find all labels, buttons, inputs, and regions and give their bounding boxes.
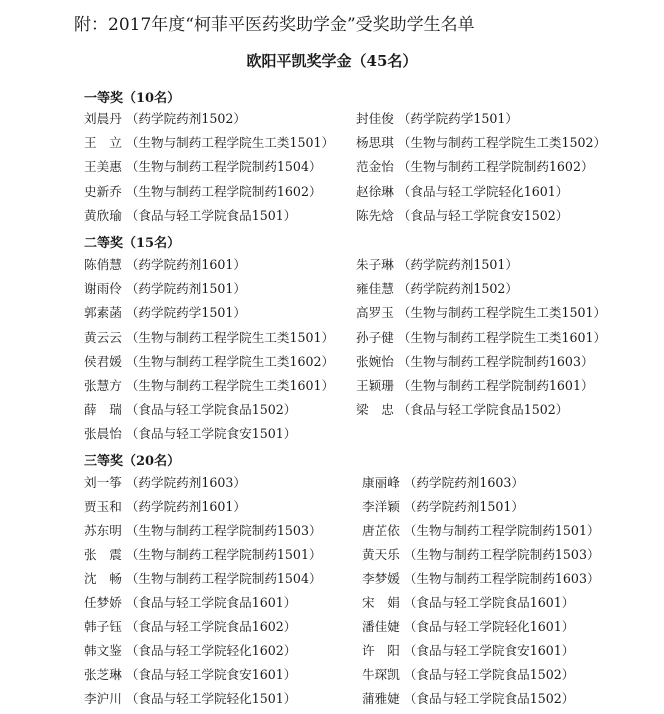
tier-heading: 三等奖（20名）	[84, 454, 181, 469]
recipient-class: （生物与制药工程学院制药1601）	[397, 378, 594, 393]
recipient-name: 潘佳婕	[362, 619, 400, 634]
recipient-name: 张慧方	[84, 378, 122, 393]
recipient-class: （药学院药剂1501）	[403, 499, 524, 514]
recipient-entry	[356, 183, 568, 201]
recipient-name: 沈 畅	[84, 571, 122, 586]
recipient-row	[84, 618, 654, 642]
recipient-row	[84, 110, 654, 134]
recipient-class: （生物与制药工程学院制药1602）	[125, 183, 322, 199]
document-title: 附：2017年度“柯菲平医药奖助学金”受奖助学生名单	[74, 15, 475, 35]
recipient-entry	[362, 666, 574, 684]
recipient-class: （食品与轻工学院食品1502）	[403, 691, 575, 706]
recipient-class: （生物与制药工程学院制药1503）	[125, 523, 322, 538]
recipient-entry	[84, 570, 322, 588]
recipient-name: 黄云云	[84, 329, 122, 345]
recipient-entry	[84, 474, 246, 492]
recipient-class: （食品与轻工学院食品1501）	[125, 207, 297, 223]
recipient-class: （生物与制药工程学院生工类1602）	[125, 353, 335, 369]
recipient-name: 任梦娇	[84, 595, 122, 610]
recipient-name: 高罗玉	[356, 305, 394, 321]
tier-heading: 一等奖（10名）	[84, 91, 181, 106]
recipient-class: （生物与制药工程学院制药1504）	[125, 571, 322, 586]
recipient-name: 韩子钰	[84, 619, 122, 634]
recipient-row	[84, 183, 654, 207]
recipient-name: 宋 娟	[362, 595, 400, 610]
recipient-name: 雍佳慧	[356, 281, 394, 297]
recipient-class: （生物与制药工程学院生工类1502）	[397, 135, 607, 151]
recipient-class: （生物与制药工程学院生工类1501）	[125, 135, 335, 151]
recipient-row	[84, 158, 654, 182]
recipient-entry	[362, 690, 574, 708]
recipient-name: 侯君媛	[84, 353, 122, 369]
recipient-class: （食品与轻工学院轻化1602）	[125, 643, 297, 658]
recipient-name: 许 阳	[362, 643, 400, 658]
recipient-name: 陈俏慧	[84, 257, 122, 272]
recipient-class: （药学院药剂1502）	[397, 281, 518, 297]
recipient-entry	[84, 618, 296, 636]
recipient-entry	[362, 642, 574, 660]
recipient-entry	[362, 498, 524, 516]
recipient-row	[84, 498, 654, 522]
recipient-entry	[356, 377, 594, 395]
recipient-class: （食品与轻工学院食安1601）	[403, 643, 575, 658]
recipient-name: 牛琛凯	[362, 667, 400, 682]
recipient-class: （药学院药剂1502）	[125, 111, 246, 126]
recipient-row	[84, 207, 654, 231]
recipient-name: 黄欣瑜	[84, 207, 122, 223]
tier-heading: 二等奖（15名）	[84, 236, 181, 251]
recipient-entry	[84, 304, 246, 322]
recipient-entry	[356, 110, 518, 128]
recipient-name: 王 立	[84, 135, 122, 151]
recipient-name: 郭素菡	[84, 305, 122, 321]
recipient-entry	[356, 134, 606, 152]
recipient-row	[84, 690, 654, 714]
recipient-entry	[362, 618, 574, 636]
recipient-class: （生物与制药工程学院制药1501）	[125, 547, 322, 562]
recipient-name: 张芝琳	[84, 667, 122, 682]
recipient-class: （生物与制药工程学院生工类1601）	[125, 378, 335, 393]
recipient-class: （生物与制药工程学院制药1501）	[403, 523, 600, 538]
recipient-class: （药学院药学1501）	[397, 111, 518, 126]
recipient-class: （生物与制药工程学院生工类1501）	[125, 329, 335, 345]
recipient-entry	[84, 183, 322, 201]
recipient-entry	[356, 280, 518, 298]
scholarship-heading: 欧阳平凯奖学金（45名）	[246, 52, 418, 70]
recipient-class: （食品与轻工学院食品1601）	[403, 595, 575, 610]
recipient-class: （药学院药剂1601）	[125, 499, 246, 514]
recipient-entry	[84, 690, 296, 708]
recipient-name: 赵徐琳	[356, 183, 394, 199]
recipient-class: （生物与制药工程学院制药1602）	[397, 159, 594, 175]
recipient-row	[84, 474, 654, 498]
recipient-entry	[84, 280, 246, 298]
recipient-entry	[84, 666, 296, 684]
recipient-row	[84, 329, 654, 353]
recipient-row	[84, 425, 654, 449]
recipient-entry	[356, 353, 594, 371]
recipient-entry	[84, 498, 246, 516]
recipient-entry	[84, 546, 322, 564]
recipient-row	[84, 642, 654, 666]
recipient-entry	[356, 304, 606, 322]
recipient-entry	[356, 401, 568, 419]
recipient-class: （药学院药剂1603）	[125, 475, 246, 490]
recipient-class: （食品与轻工学院轻化1601）	[397, 183, 569, 199]
recipient-name: 梁 忠	[356, 402, 394, 418]
recipient-name: 王颖珊	[356, 378, 394, 393]
recipient-class: （生物与制药工程学院生工类1501）	[397, 305, 607, 321]
recipient-row	[84, 401, 654, 425]
recipient-class: （药学院药剂1603）	[403, 475, 524, 490]
recipient-class: （生物与制药工程学院制药1503）	[403, 547, 600, 562]
recipient-name: 封佳俊	[356, 111, 394, 126]
recipient-entry	[362, 594, 574, 612]
recipient-entry	[362, 522, 600, 540]
recipient-class: （生物与制药工程学院制药1603）	[403, 571, 600, 586]
recipient-name: 李沪川	[84, 691, 122, 706]
recipient-entry	[84, 401, 296, 419]
recipient-class: （食品与轻工学院食品1502）	[397, 402, 569, 418]
recipient-row	[84, 570, 654, 594]
recipient-class: （生物与制药工程学院制药1603）	[397, 353, 594, 369]
recipient-name: 韩文鉴	[84, 643, 122, 658]
recipient-name: 范金怡	[356, 159, 394, 175]
recipient-name: 康丽峰	[362, 475, 400, 490]
recipient-entry	[84, 207, 296, 225]
recipient-name: 唐芷依	[362, 523, 400, 538]
recipient-class: （药学院药剂1501）	[125, 281, 246, 297]
recipient-class: （食品与轻工学院轻化1601）	[403, 619, 575, 634]
recipient-name: 张晨怡	[84, 426, 122, 442]
recipient-row	[84, 280, 654, 304]
recipient-name: 陈先焓	[356, 207, 394, 223]
recipient-name: 薛 瑞	[84, 402, 122, 418]
recipient-entry	[84, 329, 334, 347]
recipient-name: 苏东明	[84, 523, 122, 538]
recipient-class: （食品与轻工学院食安1502）	[397, 207, 569, 223]
recipient-class: （食品与轻工学院轻化1501）	[125, 691, 297, 706]
recipient-entry	[362, 474, 524, 492]
recipient-row	[84, 546, 654, 570]
recipient-class: （药学院药剂1501）	[397, 257, 518, 272]
recipient-row	[84, 666, 654, 690]
recipient-class: （药学院药学1501）	[125, 305, 246, 321]
recipient-name: 王美惠	[84, 159, 122, 175]
recipient-entry	[84, 425, 296, 443]
recipient-row	[84, 353, 654, 377]
recipient-name: 李洋颖	[362, 499, 400, 514]
recipient-entry	[84, 110, 246, 128]
recipient-name: 刘晨丹	[84, 111, 122, 126]
recipient-entry	[84, 256, 246, 274]
recipient-name: 贾玉和	[84, 499, 122, 514]
recipient-entry	[84, 522, 322, 540]
recipient-row	[84, 304, 654, 328]
recipient-row	[84, 522, 654, 546]
recipient-entry	[84, 134, 334, 152]
recipient-entry	[84, 642, 296, 660]
recipient-class: （食品与轻工学院食品1602）	[125, 619, 297, 634]
recipient-entry	[356, 329, 606, 347]
recipient-entry	[362, 546, 600, 564]
recipient-name: 谢雨伶	[84, 281, 122, 297]
recipient-name: 蒲雅婕	[362, 691, 400, 706]
recipient-class: （食品与轻工学院食品1601）	[125, 595, 297, 610]
recipient-name: 刘一筝	[84, 475, 122, 490]
recipient-row	[84, 594, 654, 618]
recipient-name: 孙子健	[356, 329, 394, 345]
recipient-class: （药学院药剂1601）	[125, 257, 246, 272]
recipient-name: 史新乔	[84, 183, 122, 199]
recipient-entry	[362, 570, 600, 588]
recipient-entry	[84, 158, 322, 176]
recipient-row	[84, 134, 654, 158]
recipient-class: （食品与轻工学院食安1501）	[125, 426, 297, 442]
recipient-name: 李梦媛	[362, 571, 400, 586]
recipient-class: （生物与制药工程学院生工类1601）	[397, 329, 607, 345]
recipient-row	[84, 377, 654, 401]
recipient-name: 张 震	[84, 547, 122, 562]
recipient-name: 朱子琳	[356, 257, 394, 272]
recipient-class: （食品与轻工学院食品1502）	[125, 402, 297, 418]
recipient-class: （食品与轻工学院食品1502）	[403, 667, 575, 682]
recipient-name: 张婉怡	[356, 353, 394, 369]
recipient-entry	[356, 256, 518, 274]
recipient-entry	[356, 158, 594, 176]
recipient-name: 杨思琪	[356, 135, 394, 151]
recipient-row	[84, 256, 654, 280]
recipient-entry	[84, 594, 296, 612]
recipient-class: （食品与轻工学院食安1601）	[125, 667, 297, 682]
recipient-entry	[84, 353, 334, 371]
recipient-entry	[84, 377, 334, 395]
recipient-name: 黄天乐	[362, 547, 400, 562]
recipient-class: （生物与制药工程学院制药1504）	[125, 159, 322, 175]
recipient-entry	[356, 207, 568, 225]
